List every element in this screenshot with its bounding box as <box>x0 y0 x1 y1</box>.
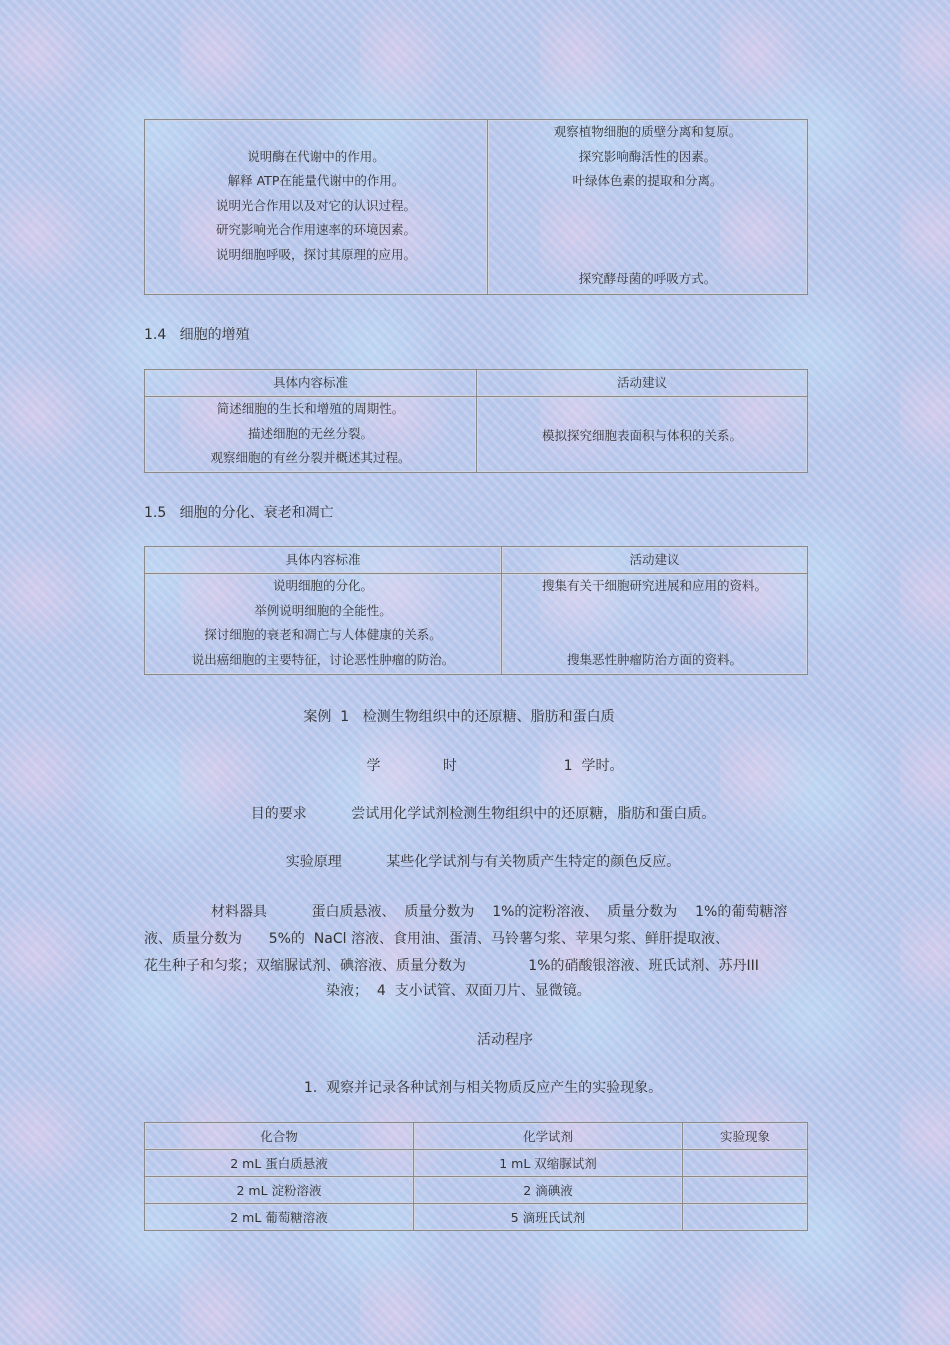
case-title: 案例 1 检测生物组织中的还原糖、脂肪和蛋白质 <box>303 709 615 725</box>
materials-line-4: 染液； 4 支小试管、双面刀片、显微镜。 <box>326 983 591 999</box>
class-hours: 学 时 1 学时。 <box>366 758 624 774</box>
table-row <box>145 1150 808 1177</box>
reagent-cell: 2 滴碘液 <box>414 1177 683 1204</box>
observation-cell <box>683 1177 808 1204</box>
text-line <box>488 218 807 243</box>
table-row <box>145 1204 808 1231</box>
text-line: 探讨细胞的衰老和凋亡与人体健康的关系。 <box>204 627 442 642</box>
cell-differentiation-table <box>144 546 808 675</box>
text-line <box>145 267 487 292</box>
text-line: 搜集恶性肿瘤防治方面的资料。 <box>566 651 742 667</box>
column-header: 实验现象 <box>683 1123 808 1150</box>
section-heading-1-4: 1.4 细胞的增殖 <box>144 327 250 343</box>
column-header: 活动建议 <box>477 370 808 397</box>
procedure-title: 活动程序 <box>477 1032 533 1048</box>
column-header: 活动建议 <box>502 547 808 574</box>
cell-proliferation-table <box>144 369 808 473</box>
materials-line-2: 液、质量分数为 5%的 NaCl 溶液、食用油、蛋清、马铃薯匀浆、苹果匀浆、鲜肝提取液、 <box>144 931 729 947</box>
section-heading-1-5: 1.5 细胞的分化、衰老和凋亡 <box>144 505 334 521</box>
text-line: 说明酶在代谢中的作用。 <box>247 148 385 164</box>
activity-suggestions-cell <box>502 574 808 675</box>
activity-suggestions-cell: 模拟探究细胞表面积与体积的关系。 <box>477 397 808 473</box>
text-line: 说明细胞的分化。 <box>272 578 373 593</box>
content-standards-cell <box>145 574 502 675</box>
text-line: 描述细胞的无丝分裂。 <box>247 425 373 441</box>
text-line: 搜集有关干细胞研究进展和应用的资料。 <box>541 578 767 593</box>
compound-cell: 2 mL 葡萄糖溶液 <box>145 1204 414 1231</box>
purpose-line: 目的要求 尝试用化学试剂检测生物组织中的还原糖，脂肪和蛋白质。 <box>250 806 716 822</box>
observation-cell <box>683 1204 808 1231</box>
text-line <box>502 599 807 624</box>
column-header: 具体内容标准 <box>145 547 502 574</box>
text-line: 研究影响光合作用速率的环境因素。 <box>215 222 416 237</box>
content-standards-cell <box>145 397 477 473</box>
text-line <box>145 120 487 145</box>
text-line <box>488 243 807 268</box>
text-line: 观察植物细胞的质壁分离和复原。 <box>553 124 742 139</box>
text-line: 说出癌细胞的主要特征，讨论恶性肿瘤的防治。 <box>191 651 455 667</box>
text-line <box>488 194 807 219</box>
text-line: 举例说明细胞的全能性。 <box>254 602 392 618</box>
text-line: 探究影响酶活性的因素。 <box>578 148 717 164</box>
compound-cell: 2 mL 淀粉溶液 <box>145 1177 414 1204</box>
text-line: 探究酵母菌的呼吸方式。 <box>578 271 717 286</box>
content-standards-cell <box>145 120 488 295</box>
column-header: 化合物 <box>145 1123 414 1150</box>
text-line: 解释 ATP在能量代谢中的作用。 <box>227 173 405 188</box>
column-header: 具体内容标准 <box>145 370 477 397</box>
materials-line-1: 材料器具 蛋白质悬液、 质量分数为 1%的淀粉溶液、 质量分数为 1%的葡萄糖溶 <box>211 904 788 920</box>
table-row <box>145 1177 808 1204</box>
text-line: 叶绿体色素的提取和分离。 <box>572 173 723 188</box>
activity-suggestions-cell <box>488 120 808 295</box>
materials-line-3: 花生种子和匀浆；双缩脲试剂、碘溶液、质量分数为 1%的硝酸银溶液、班氏试剂、苏丹III <box>144 958 759 974</box>
metabolism-table <box>144 119 808 295</box>
text-line: 简述细胞的生长和增殖的周期性。 <box>216 401 405 416</box>
text-line <box>502 623 807 648</box>
reagent-cell: 1 mL 双缩脲试剂 <box>414 1150 683 1177</box>
compound-cell: 2 mL 蛋白质悬液 <box>145 1150 414 1177</box>
text-line: 说明细胞呼吸，探讨其原理的应用。 <box>215 246 416 262</box>
observation-cell <box>683 1150 808 1177</box>
reagent-results-table <box>144 1122 808 1231</box>
procedure-step-1: 1. 观察并记录各种试剂与相关物质反应产生的实验现象。 <box>303 1080 663 1096</box>
column-header: 化学试剂 <box>414 1123 683 1150</box>
reagent-cell: 5 滴班氏试剂 <box>414 1204 683 1231</box>
text-line: 观察细胞的有丝分裂并概述其过程。 <box>210 450 411 465</box>
text-line: 说明光合作用以及对它的认识过程。 <box>215 197 416 213</box>
principle-line: 实验原理 某些化学试剂与有关物质产生特定的颜色反应。 <box>285 854 681 870</box>
